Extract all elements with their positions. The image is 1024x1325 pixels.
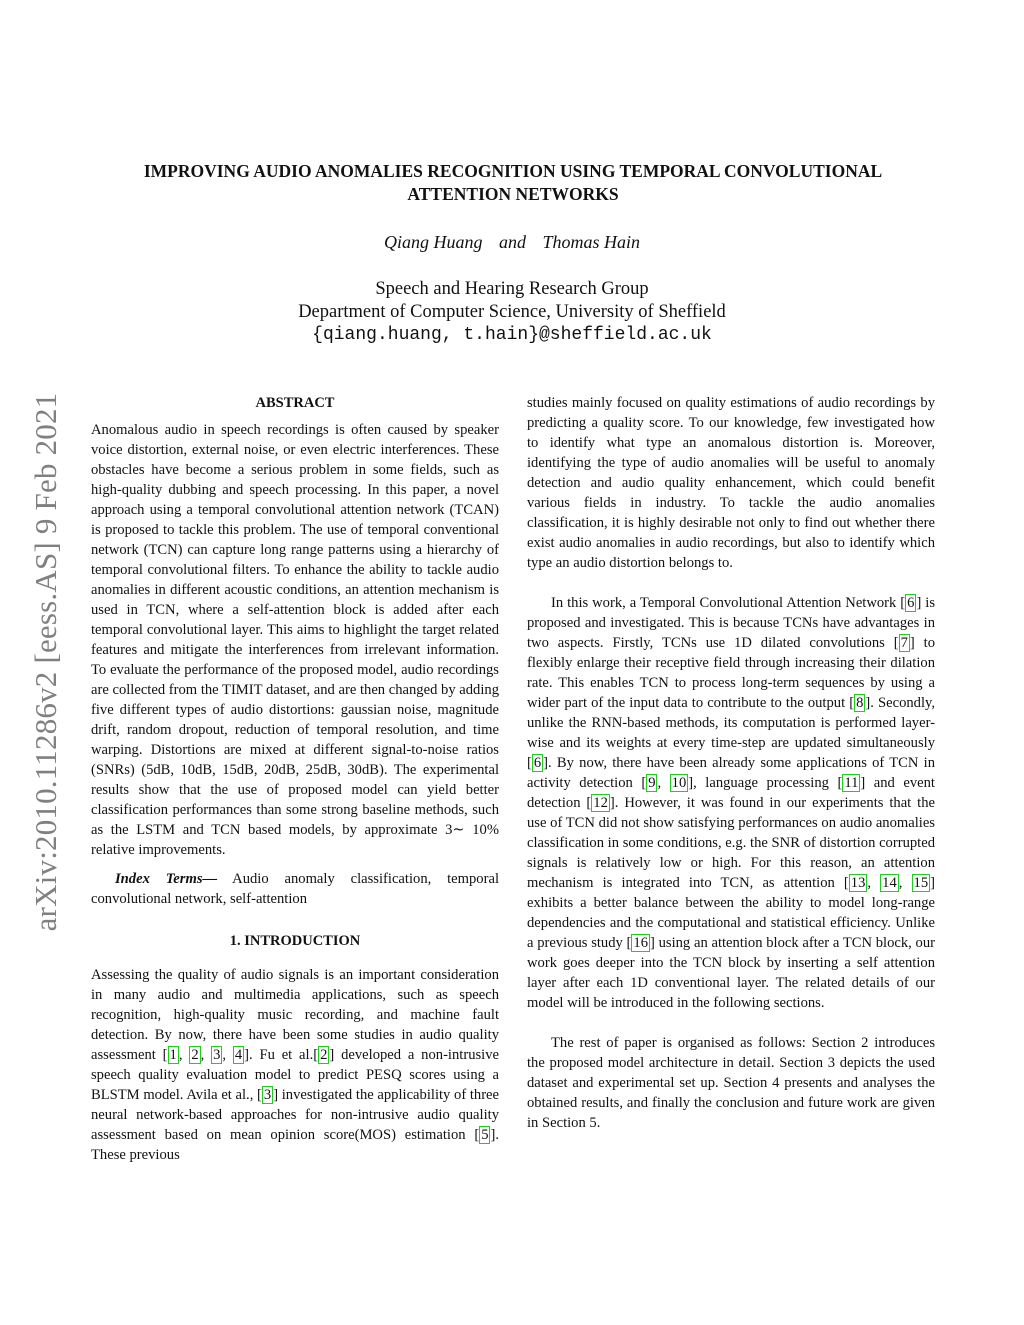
author-1: Qiang Huang: [383, 232, 483, 252]
index-terms: [91, 869, 499, 909]
intro-paragraph-1: Assessing the quality of audio signals is an important consideration in many audio and multimedia applications, such as speech recognition, high-quality music recording, and machine fault detection. By now, there have been some studies in audio quality assessment [ 1 , 2 , 3 , 4 ]. Fu et al.[ 2 ] developed a non-intrusive speech quality evaluation model to predict PESQ scores using a BLSTM model. Avila et al., [ 3 ] investigated the applicability of three neural network-based approaches for non-intrusive audio quality assessment based on mean opinion score(MOS) estimation [ 5 ]. These previous: [91, 967, 500, 1163]
citation-link[interactable]: 1: [169, 1047, 177, 1063]
citation-link[interactable]: 11: [844, 775, 859, 791]
citation-link[interactable]: 6: [533, 755, 542, 771]
author-emails: {qiang.huang, t.hain}@sheffield.ac.uk: [312, 325, 712, 345]
authors: [0, 232, 1024, 253]
affiliation: [0, 278, 1024, 347]
citation-link[interactable]: 2: [320, 1047, 328, 1063]
citation-link[interactable]: 7: [900, 635, 908, 651]
abstract-heading: ABSTRACT: [255, 395, 335, 411]
citation-link[interactable]: 4: [234, 1047, 243, 1063]
arxiv-identifier: arXiv:2010.11286v2 [eess.AS] 9 Feb 2021: [28, 392, 63, 932]
abstract-text: Anomalous audio in speech recordings is often caused by speaker voice distortion, external noise, or even electric interferences. These obstacles have become a serious problem in some fields, such as high-quality dubbing and speech processing. In this paper, a novel approach using a temporal convolutional attention network (TCAN) is proposed to tackle this problem. The use of temporal conventional network (TCN) can capture long range patterns using a hierarchy of temporal convolutional filters. To enhance the ability to tackle audio anomalies in different acoustic conditions, an attention mechanism is used in TCN, where a self-attention block is added after each temporal convolutional layer. This aims to highlight the target related features and mitigate the interferences from irrelevant information. To evaluate the performance of the proposed model, audio recordings are collected from the TIMIT dataset, and are then changed by adding five different types of audio distortions: gaussian noise, magnitude drift, random dropout, reduction of temporal resolution, and time warping. Distortions are mixed at different signal-to-noise ratios (SNRs) (5dB, 10dB, 15dB, 20dB, 25dB, 30dB). The experimental results show that the use of proposed model can yield better classification performances than some strong baseline methods, such as the LSTM and TCN based models, by approximate 3∼ 10% relative improvements.: [91, 422, 499, 858]
left-column: [91, 393, 499, 1165]
index-terms-label: Index Terms—: [115, 871, 218, 887]
research-group: Speech and Hearing Research Group: [375, 279, 649, 299]
department: Department of Computer Science, University of Sheffield: [298, 302, 726, 322]
title-line-1: IMPROVING AUDIO ANOMALIES RECOGNITION USING TEMPORAL CONVOLUTIONAL: [143, 161, 883, 181]
right-column: [527, 393, 935, 1133]
citation-link[interactable]: 3: [263, 1087, 272, 1103]
citation-link[interactable]: 10: [671, 775, 687, 791]
intro-paragraph-1-continued: studies mainly focused on quality estimations of audio recordings by predicting a quality score. To our knowledge, few investigated how to identify what type an anomalous distortion is. Moreover, identifying the type of audio anomalies will be useful to anomaly detection and audio quality enhancement, which could benefit various fields in industry. To tackle the audio anomalies classification, it is highly desirable not only to find out whether there exist audio anomalies in audio recordings, but also to identify which type an audio distortion belongs to.: [527, 395, 935, 571]
citation-link[interactable]: 3: [213, 1047, 221, 1063]
citation-link[interactable]: 14: [882, 875, 897, 891]
citation-link[interactable]: 12: [593, 795, 608, 811]
index-terms-text: Audio anomaly classification, temporal convolutional network, self-attention: [91, 871, 499, 907]
title-line-2: ATTENTION NETWORKS: [407, 184, 619, 204]
paper-title: [80, 160, 946, 206]
citation-link[interactable]: 2: [191, 1047, 199, 1063]
intro-paragraph-3: The rest of paper is organised as follows: Section 2 introduces the proposed model architecture in detail. Section 3 depicts the used dataset and experimental set up. Section 4 presents and analyses the obtained results, and finally the conclusion and future work are given in Section 5.: [527, 1035, 935, 1131]
citation-link[interactable]: 16: [633, 935, 649, 951]
author-2: Thomas Hain: [542, 232, 640, 252]
citation-link[interactable]: 15: [913, 875, 929, 891]
citation-link[interactable]: 13: [850, 875, 866, 891]
intro-paragraph-2: In this work, a Temporal Convolutional Attention Network [ 6 ] is proposed and investigated. This is because TCNs have advantages in two aspects. Firstly, TCNs use 1D dilated convolutions [ 7 ] to flexibly enlarge their receptive field through increasing their dilation rate. This enables TCN to process long-term sequences by using a wider part of the input data to contribute to the output [ 8 ]. Secondly, unlike the RNN-based methods, its computation is performed layer-wise and its weights at every time-step are updated simultaneously [ 6 ]. By now, there have been already some applications of TCN in activity detection [ 9 , 10 ], language processing [ 11 ] and event detection [ 12 ]. However, it was found in our experiments that the use of TCN did not show satisfying performances on audio anomalies classification in some conditions, e.g. the SNR of distortion corrupted signals is relatively low or high. For this reason, an attention mechanism is integrated into TCN, as attention [ 13 , 14 , 15 ] exhibits a better balance between the ability to model long-range dependencies and the computational and statistical efficiency. Unlike a previous study [ 16 ] using an attention block after a TCN block, our work goes deeper into the TCN block by inserting a self attention layer after each 1D conventional layer. The related details of our model will be introduced in the following sections.: [527, 595, 936, 1011]
citation-link[interactable]: 9: [648, 775, 656, 791]
introduction-heading: 1. INTRODUCTION: [229, 933, 361, 949]
citation-link[interactable]: 6: [907, 595, 915, 611]
authors-and: and: [498, 232, 526, 252]
citation-link[interactable]: 8: [856, 695, 864, 711]
citation-link[interactable]: 5: [481, 1127, 489, 1143]
